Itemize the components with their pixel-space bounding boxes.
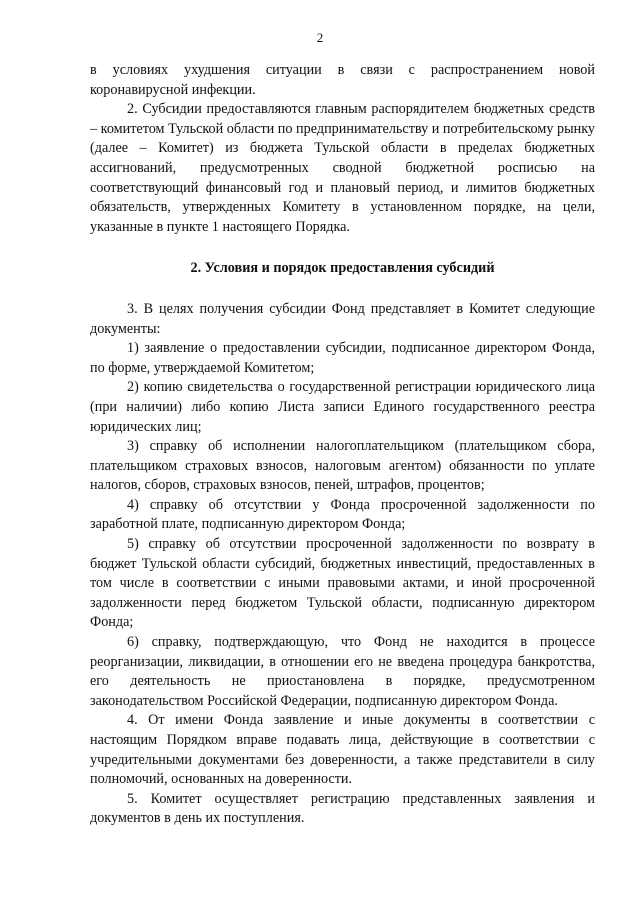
list-item-1: 1) заявление о предоставлении субсидии, подписанное директором Фонда, по форме, утверждаемой Комитетом;: [90, 340, 595, 376]
list-item-2: 2) копию свидетельства о государственной регистрации юридического лица (при наличии) либо копию Листа записи Единого государственного реестра юридических лиц;: [90, 379, 595, 435]
list-item-5: 5) справку об отсутствии просроченной задолженности по возврату в бюджет Тульской области субсидий, бюджетных инвестиций, предоставленных в том числе в соответствии с иными правовыми актами, и иной просроченной задолженности перед бюджетом Тульской области, подписанную директором Фонда;: [90, 536, 595, 631]
page-number: 2: [316, 30, 324, 45]
paragraph-intro-continuation: в условиях ухудшения ситуации в связи с распространением новой коронавирусной инфекции.: [90, 62, 595, 98]
paragraph-3: 3. В целях получения субсидии Фонд представляет в Комитет следующие документы:: [90, 300, 595, 337]
paragraph-4: 4. От имени Фонда заявление и иные документы в соответствии с настоящим Порядком вправе подавать лица, действующие в соответствии с учредительными документами без доверенности, а также представители в силу полномочий, основанных на доверенности.: [90, 712, 595, 788]
list-item-3: 3) справку об исполнении налогоплательщиком (плательщиком сбора, плательщиком страховых взносов, налоговым агентом) обязанности по уплате налогов, сборов, страховых взносов, пеней, штрафов, процентов;: [90, 438, 595, 494]
document-body: [90, 61, 595, 829]
list-item-4: 4) справку об отсутствии у Фонда просроченной задолженности по заработной плате, подписанную директором Фонда;: [90, 496, 595, 533]
section-title: 2. Условия и порядок предоставления субсидий: [190, 260, 495, 277]
list-item-6: 6) справку, подтверждающую, что Фонд не находится в процессе реорганизации, ликвидации, в отношении его не введена процедура банкротства, его деятельность не приостановлена в порядке, предусмотренном законодательством Российской Федерации, подписанную директором Фонда.: [90, 634, 595, 709]
paragraph-5: 5. Комитет осуществляет регистрацию представленных заявления и документов в день их поступления.: [90, 790, 595, 827]
paragraph-2: 2. Субсидии предоставляются главным распорядителем бюджетных средств – комитетом Тульской области по предпринимательству и потребительскому рынку (далее – Комитет) из бюджета Тульской области в пределах бюджетных ассигнований, предусмотренных сводной бюджетной росписью на соответствующий финансовый год и плановый период, и лимитов бюджетных обязательств, утвержденных Комитету в установленном порядке, на цели, указанные в пункте 1 настоящего Порядка.: [90, 101, 595, 235]
